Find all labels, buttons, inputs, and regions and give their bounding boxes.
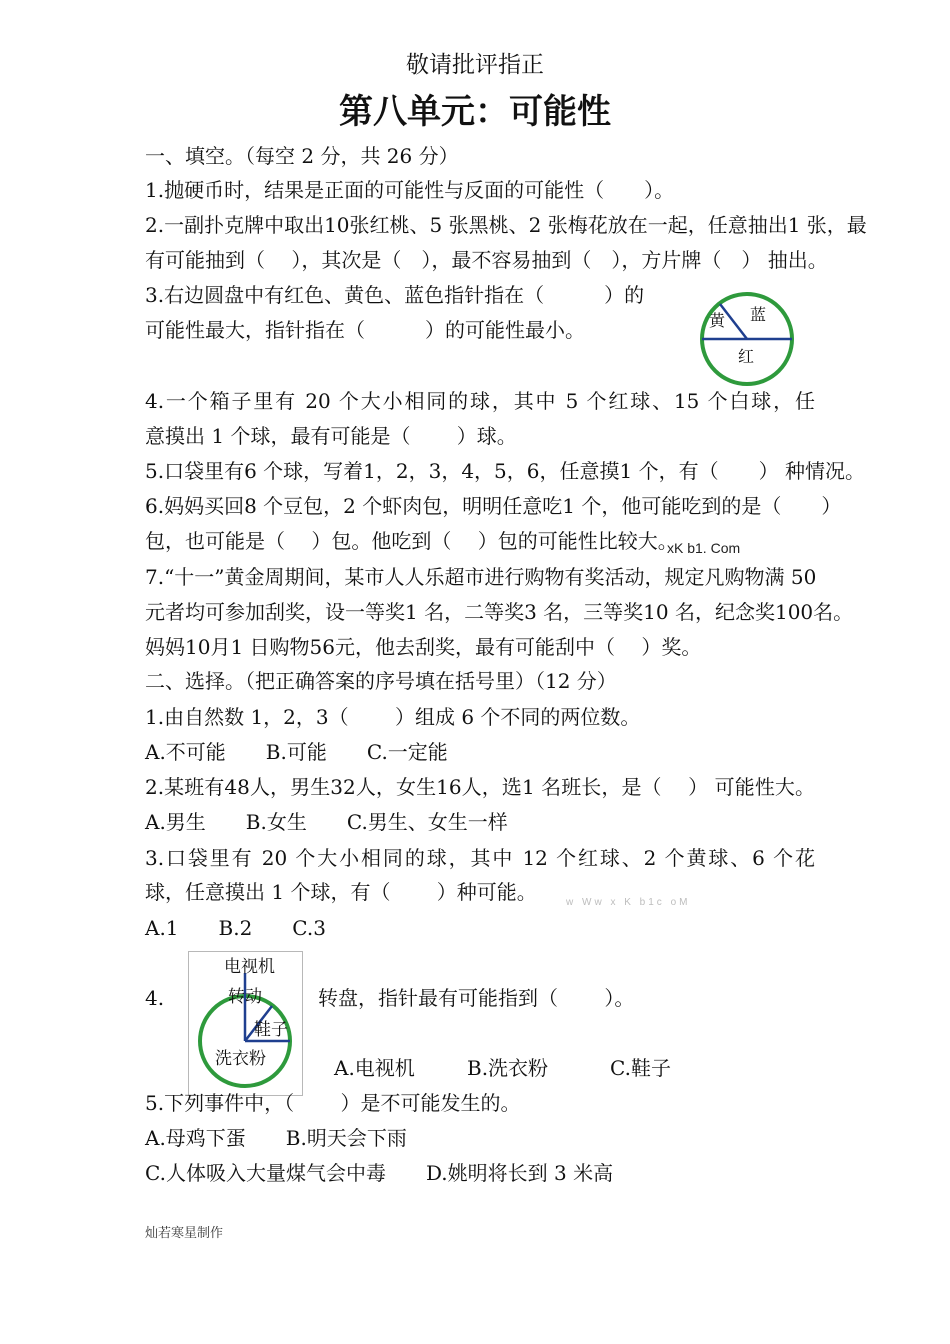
disk1-label-left: 黄 (709, 311, 726, 330)
s2-q4-option-a: A.电视机 (334, 1056, 415, 1080)
disk2-label-bottom: 洗衣粉 (215, 1049, 266, 1069)
s1-q3-line1: 3.右边圆盘中有红色、黄色、蓝色指针指在（ ）的 (145, 283, 645, 307)
s2-q2: 2.某班有48人，男生32人，女生16人，选1 名班长，是（ ） 可能性大。 (145, 775, 815, 799)
s1-q7-line1: 7.“十一”黄金周期间，某市人人乐超市进行购物有奖活动，规定凡购物满 50 (145, 565, 817, 589)
s1-q2-line2: 有可能抽到（ ），其次是（ ），最不容易抽到（ ），方片牌（ ） 抽出。 (145, 248, 828, 272)
watermark-1: xK b1. Com (667, 540, 741, 556)
watermark-2: w Ww x K b1c oM (566, 897, 691, 908)
s2-q1-options: A.不可能 B.可能 C.一定能 (145, 740, 448, 764)
top-note: 敬请批评指正 (406, 52, 544, 78)
spinner-disk-1 (698, 290, 796, 388)
s2-q4-text: 转盘，指针最有可能指到（ ）。 (318, 986, 635, 1010)
s2-q3-line2: 球，任意摸出 1 个球，有（ ）种可能。 (145, 880, 537, 904)
s1-q1: 1.抛硬币时，结果是正面的可能性与反面的可能性（ ）。 (145, 178, 675, 202)
s1-q5: 5.口袋里有6 个球，写着1，2，3，4，5，6，任意摸1 个，有（ ） 种情况。 (145, 459, 865, 483)
s1-q2-line1: 2.一副扑克牌中取出10张红桃、5 张黑桃、2 张梅花放在一起，任意抽出1 张，最 (145, 213, 867, 237)
s1-q7-line3: 妈妈10月1 日购物56元，他去刮奖，最有可能刮中（ ）奖。 (145, 635, 702, 659)
s2-q3-options: A.1 B.2 C.3 (145, 916, 326, 940)
s2-q5: 5.下列事件中，（ ）是不可能发生的。 (145, 1091, 521, 1115)
s2-q5-options-line2: C.人体吸入大量煤气会中毒 D.姚明将长到 3 米高 (145, 1161, 614, 1185)
s1-q3-line2: 可能性最大，指针指在（ ）的可能性最小。 (145, 318, 585, 342)
s2-q3-line1: 3.口袋里有 20 个大小相同的球，其中 12 个红球、2 个黄球、6 个花 (145, 846, 815, 870)
disk1-label-right: 蓝 (750, 305, 767, 324)
s2-q5-options-line1: A.母鸡下蛋 B.明天会下雨 (145, 1126, 407, 1150)
s2-q1: 1.由自然数 1，2，3（ ）组成 6 个不同的两位数。 (145, 705, 641, 729)
spinner-disk-2 (188, 951, 304, 1097)
s1-q6-line1: 6.妈妈买回8 个豆包，2 个虾肉包，明明任意吃1 个，他可能吃到的是（ ） (145, 494, 842, 518)
page-title: 第八单元：可能性 (339, 92, 611, 132)
section2-heading: 二、选择。（把正确答案的序号填在括号里）（12 分） (145, 669, 617, 693)
disk2-label-right: 鞋子 (254, 1020, 288, 1040)
s2-q4-number: 4. (145, 986, 165, 1010)
section1-heading: 一、填空。（每空 2 分，共 26 分） (145, 144, 459, 168)
s2-q2-options: A.男生 B.女生 C.男生、女生一样 (145, 810, 508, 834)
s2-q4-option-b: B.洗衣粉 (467, 1056, 549, 1080)
s1-q4-line2: 意摸出 1 个球，最有可能是（ ）球。 (145, 424, 517, 448)
s1-q4-line1: 4.一个箱子里有 20 个大小相同的球，其中 5 个红球、15 个白球，任 (145, 389, 815, 413)
disk1-label-bottom: 红 (738, 347, 755, 366)
s1-q6-line2: 包，也可能是（ ）包。他吃到（ ）包的可能性比较大。 (145, 529, 678, 553)
disk2-label-top: 电视机 (224, 957, 275, 977)
disk2-label-mid: 转动 (228, 987, 262, 1007)
footer-credit: 灿若寒星制作 (145, 1226, 224, 1241)
s1-q7-line2: 元者均可参加刮奖，设一等奖1 名，二等奖3 名，三等奖10 名，纪念奖100名。 (145, 600, 854, 624)
s2-q4-option-c: C.鞋子 (610, 1056, 671, 1080)
